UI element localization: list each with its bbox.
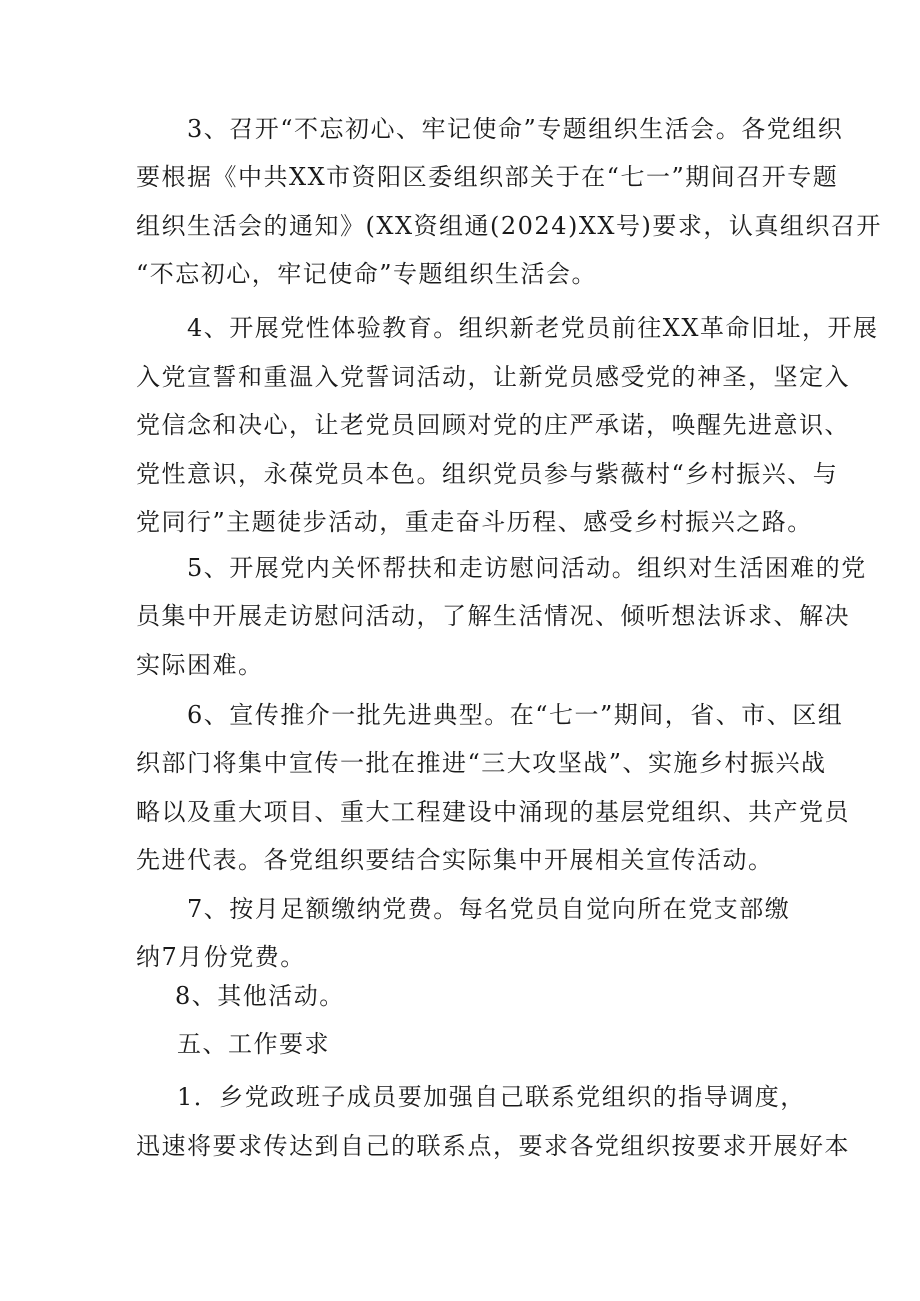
text-line: 实际困难。: [136, 651, 264, 679]
text-line: 纳7月份党费。: [136, 943, 306, 971]
text-line: 6、宣传推介一批先进典型。在“七一”期间，省、市、区组: [187, 701, 844, 729]
text-line: 要根据《中共XX市资阳区委组织部关于在“七一”期间召开专题: [136, 163, 839, 191]
text-line: 先进代表。各党组织要结合实际集中开展相关宣传活动。: [136, 846, 774, 874]
text-line: 迅速将要求传达到自己的联系点，要求各党组织按要求开展好本: [136, 1132, 850, 1160]
text-line: 党同行”主题徒步活动，重走奋斗历程、感受乡村振兴之路。: [136, 508, 813, 536]
text-line: 5、开展党内关怀帮扶和走访慰问活动。组织对生活困难的党: [187, 554, 867, 582]
text-line: 党性意识，永葆党员本色。组织党员参与紫薇村“乡村振兴、与: [136, 460, 839, 488]
section-heading: 五、工作要求: [177, 1030, 330, 1058]
text-line: 织部门将集中宣传一批在推进“三大攻坚战”、实施乡村振兴战: [136, 749, 827, 777]
text-line: 略以及重大项目、重大工程建设中涌现的基层党组织、共产党员: [136, 798, 850, 826]
text-line: 4、开展党性体验教育。组织新老党员前往XX革命旧址，开展: [187, 314, 879, 342]
text-line: 1．乡党政班子成员要加强自己联系党组织的指导调度，: [177, 1083, 806, 1111]
text-line: 员集中开展走访慰问活动，了解生活情况、倾听想法诉求、解决: [136, 602, 850, 630]
text-line: 党信念和决心，让老党员回顾对党的庄严承诺，唤醒先进意识、: [136, 411, 850, 439]
text-line: 3、召开“不忘初心、牢记使命”专题组织生活会。各党组织: [187, 115, 844, 143]
text-line: “不忘初心，牢记使命”专题组织生活会。: [136, 260, 598, 288]
text-line: 7、按月足额缴纳党费。每名党员自觉向所在党支部缴: [187, 895, 791, 923]
text-line: 组织生活会的通知》(XX资组通(2024)XX号)要求，认真组织召开: [136, 212, 882, 240]
text-line: 8、其他活动。: [175, 982, 345, 1010]
text-line: 入党宣誓和重温入党誓词活动，让新党员感受党的神圣，坚定入: [136, 363, 850, 391]
